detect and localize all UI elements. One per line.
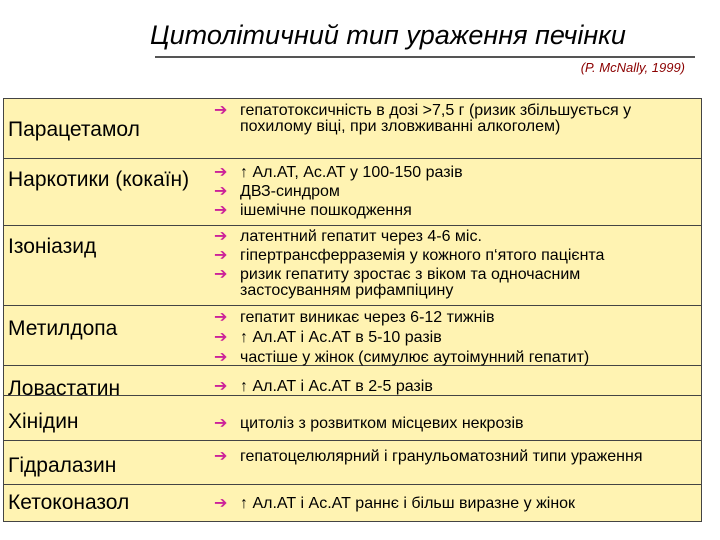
slide-title: Цитолітичний тип ураження печінки bbox=[150, 20, 626, 50]
arrow-right-icon: ➔ bbox=[214, 202, 228, 219]
effect-item: ➔ ризик гепатиту зростає з віком та одночасним застосуванням рифампіцину bbox=[214, 266, 581, 299]
drug-name: Ізоніазид bbox=[8, 235, 97, 258]
table-row bbox=[4, 226, 701, 306]
drug-name: Хінідин bbox=[8, 410, 79, 433]
effect-item: ➔ ДВЗ-синдром bbox=[214, 183, 340, 200]
arrow-right-icon: ➔ bbox=[214, 102, 228, 119]
arrow-right-icon: ➔ bbox=[214, 183, 228, 200]
table-row bbox=[4, 485, 701, 521]
effect-item: ➔ ↑ Ал.АТ і Ас.АТ раннє і більш виразне у жінок bbox=[214, 495, 576, 512]
arrow-right-icon: ➔ bbox=[214, 309, 228, 326]
effects-list bbox=[214, 103, 694, 135]
effects-list bbox=[214, 310, 694, 366]
arrow-right-icon: ➔ bbox=[214, 329, 228, 346]
table-row bbox=[4, 366, 701, 400]
table-row bbox=[4, 306, 701, 366]
arrow-right-icon: ➔ bbox=[214, 349, 228, 366]
effect-item: ➔ латентний гепатит через 4-6 міс. bbox=[214, 228, 482, 245]
source-citation: (P. McNally, 1999) bbox=[580, 60, 685, 75]
title-underline bbox=[155, 56, 695, 58]
effects-list bbox=[214, 229, 694, 299]
arrow-right-icon: ➔ bbox=[214, 247, 228, 264]
effect-item: ➔ ішемічне пошкодження bbox=[214, 202, 412, 219]
effects-list bbox=[214, 496, 694, 512]
effect-item: ➔ ↑ Ал.АТ і Ас.АТ в 2-5 разів bbox=[214, 378, 433, 395]
effect-item: ➔ гіпертрансферраземія у кожного п‘ятого пацієнта bbox=[214, 247, 605, 264]
drug-table bbox=[3, 98, 702, 522]
arrow-right-icon: ➔ bbox=[214, 415, 228, 432]
arrow-right-icon: ➔ bbox=[214, 495, 228, 512]
arrow-right-icon: ➔ bbox=[214, 448, 228, 465]
drug-name: Кетоконазол bbox=[8, 491, 130, 514]
table-row bbox=[4, 159, 701, 226]
effect-item: ➔ гепатоцелюлярний і гранульоматозний типи ураження bbox=[214, 448, 643, 465]
effects-list bbox=[214, 449, 694, 465]
drug-name: Парацетамол bbox=[8, 118, 140, 141]
effect-item: ➔ цитоліз з розвитком місцевих некрозів bbox=[214, 415, 524, 432]
arrow-right-icon: ➔ bbox=[214, 228, 228, 245]
arrow-right-icon: ➔ bbox=[214, 164, 228, 181]
effects-list bbox=[214, 416, 694, 432]
effects-list bbox=[214, 165, 694, 219]
effect-item: ➔ частіше у жінок (симулює аутоімунний гепатит) bbox=[214, 349, 590, 366]
table-row bbox=[4, 99, 701, 159]
effect-item: ➔ ↑ Ал.АТ, Ас.АТ у 100-150 разів bbox=[214, 164, 463, 181]
effect-item: ➔ гепатит виникає через 6-12 тижнів bbox=[214, 309, 495, 326]
arrow-right-icon: ➔ bbox=[214, 378, 228, 395]
arrow-right-icon: ➔ bbox=[214, 266, 228, 283]
effect-item: ➔ гепатотоксичність в дозі >7,5 г (ризик збільшується у похилому віці, при зловживанні алкоголем) bbox=[214, 102, 632, 135]
drug-name: Гідралазин bbox=[8, 454, 117, 477]
table-row bbox=[4, 441, 701, 485]
table-row bbox=[4, 396, 701, 441]
effects-list bbox=[214, 379, 694, 395]
drug-name: Метилдопа bbox=[8, 317, 118, 340]
drug-name: Ловастатин bbox=[8, 377, 121, 400]
effect-item: ➔ ↑ Ал.АТ і Ас.АТ в 5-10 разів bbox=[214, 329, 442, 346]
drug-name: Наркотики (кокаїн) bbox=[8, 168, 190, 191]
